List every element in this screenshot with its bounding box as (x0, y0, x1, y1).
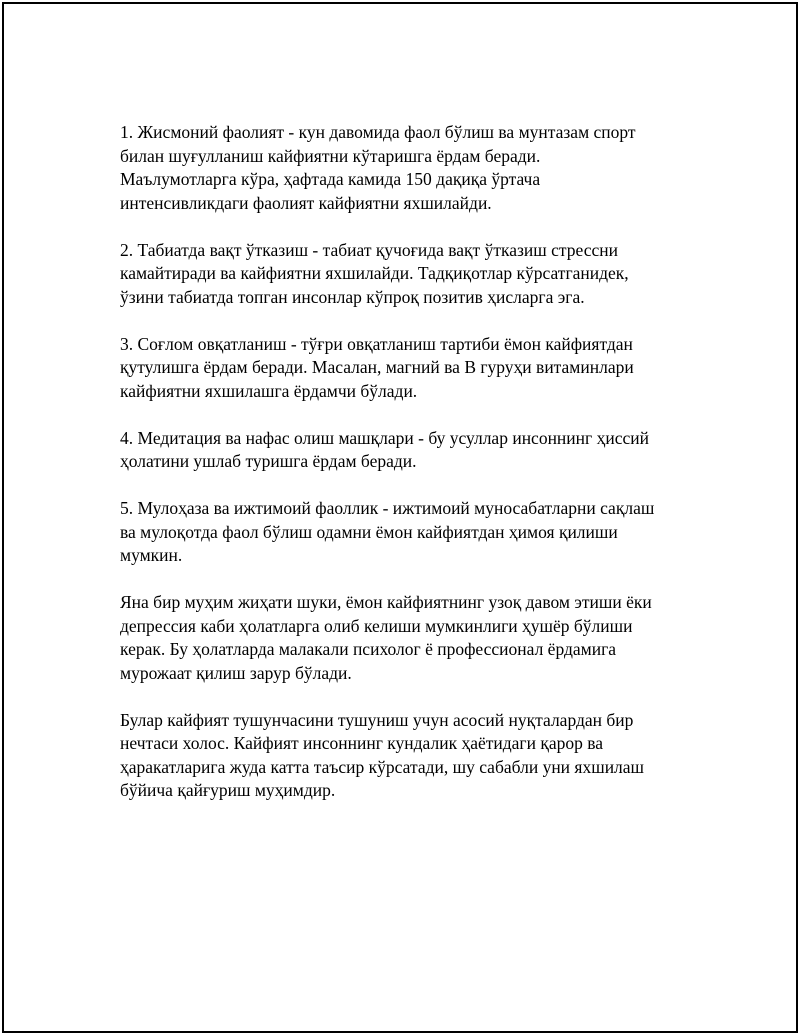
paragraph-time-in-nature: 2. Табиатда вақт ўтказиш - табиат қучоғида вақт ўтказиш стрессни камайтиради ва кайфиятни яхшилайди. Тадқиқотлар кўрсатганидек, ўзини табиатда топган инсонлар кўпроқ позитив ҳисларга эга. (120, 239, 629, 307)
paragraph-social-activity: 5. Мулоҳаза ва ижтимоий фаоллик - ижтимоий муносабатларни сақлаш ва мулоқотда фаол бўлиш одамни ёмон кайфиятдан ҳимоя қилиши мумкин. (120, 498, 655, 565)
document-body (120, 121, 710, 826)
paragraph-conclusion: Булар кайфият тушунчасини тушуниш учун асосий нуқталардан бир нечтаси холос. Кайфият инсоннинг кундалик ҳаётидаги қарор ва ҳаракатларига жуда катта таъсир кўрсатади, шу сабабли уни яхшилаш бўйича қайғуриш муҳимдир. (120, 709, 645, 800)
paragraph-meditation: 4. Медитация ва нафас олиш машқлари - бу усуллар инсоннинг ҳиссий ҳолатини ушлаб туришга ёрдам беради. (120, 427, 649, 471)
paragraph-healthy-eating: 3. Соғлом овқатланиш - тўғри овқатланиш тартиби ёмон кайфиятдан қутулишга ёрдам беради. Масалан, магний ва В гуруҳи витаминлари кайфиятни яхшилашга ёрдамчи бўлади. (120, 333, 634, 401)
document-page (2, 2, 798, 1033)
paragraph-physical-activity: 1. Жисмоний фаолият - кун давомида фаол бўлиш ва мунтазам спорт билан шуғулланиш кайфиятни кўтаришга ёрдам беради. Маълумотларга кўра, ҳафтада камида 150 дақиқа ўртача интенсивликдаги фаолият кайфиятни яхшилайди. (120, 122, 636, 213)
paragraph-depression-note: Яна бир муҳим жиҳати шуки, ёмон кайфиятнинг узоқ давом этиши ёки депрессия каби ҳолатларга олиб келиши мумкинлиги ҳушёр бўлиши керак. Бу ҳолатларда малакали психолог ё профессионал ёрдамига мурожаат қилиш зарур бўлади. (120, 592, 652, 683)
